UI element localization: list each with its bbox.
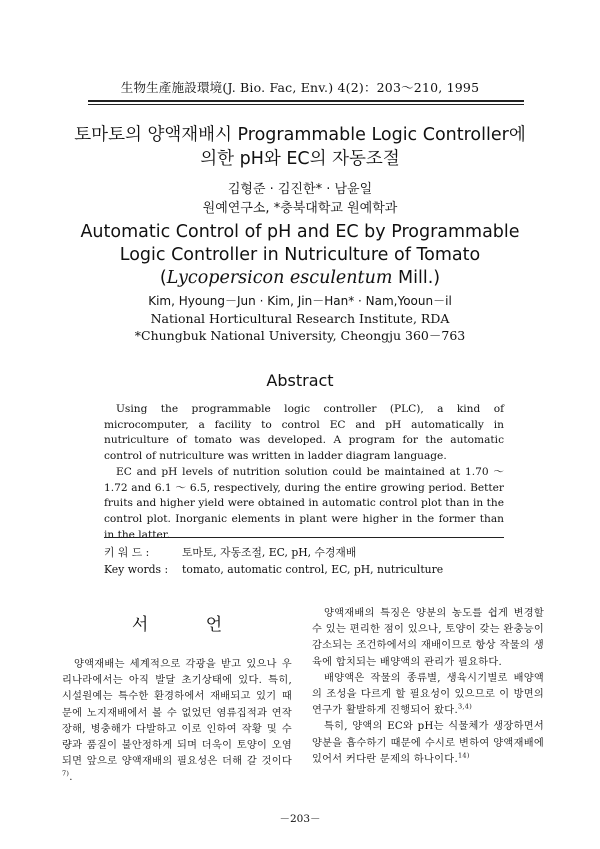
introduction-paragraph-4-text: 특히, 양액의 EC와 pH는 식물체가 생장하면서 양분을 흡수하기 때문에 수시로 변하여 양액재배에 있어서 커다란 문제의 하나이다. <box>312 721 544 765</box>
introduction-paragraph-1-text: 양액재배는 세계적으로 각광을 받고 있으나 우리나라에서는 아직 발달 초기상태에 있다. 특히, 시설원예는 특수한 환경하에서 재배되고 있기 때문에 노지재배에서 볼 수 없었던 염류집적과 연작장해, 병충해가 다발하고 이로 인하여 작황 및 수량과 품질이 불안정하게 되며 더욱이 토양이 오염되면 앞으로 양액재배의 필요성은 더해 갈 것이다 <box>62 659 292 768</box>
left-column <box>62 606 292 787</box>
introduction-paragraph-1 <box>62 657 292 787</box>
korean-author-block <box>0 180 600 218</box>
introduction-heading: 서 언 <box>131 615 249 635</box>
english-authors: Kim, Hyoung－Jun · Kim, Jin－Han* · Nam,Yooun－il <box>148 294 452 308</box>
right-column <box>312 606 544 768</box>
introduction-paragraph-3 <box>312 671 544 720</box>
abstract-paragraph-1: Using the programmable logic controller (PLC), a kind of microcomputer, a facility to control EC and pH automatically in nutriculture of tomato was developed. A program for the automatic control of nutriculture was written in ladder diagram language. <box>104 403 504 463</box>
english-title <box>40 221 560 290</box>
left-column-text <box>62 657 292 787</box>
abstract-heading: Abstract <box>266 371 334 390</box>
citation-ref: 7) <box>62 770 70 779</box>
korean-title-line-2: 의한 pH와 EC의 자동조절 <box>200 149 400 169</box>
introduction-paragraph-3-text: 배양액은 작물의 종류별, 생육시기별로 배양액의 조성을 다르게 할 필요성이 있으므로 이 방면의 연구가 활발하게 진행되어 왔다. <box>312 672 544 717</box>
introduction-paragraph-4 <box>312 719 544 768</box>
species-authority: Mill.) <box>392 268 441 288</box>
english-title-line-2: Logic Controller in Nutriculture of Tomato <box>119 245 481 265</box>
korean-keywords <box>104 544 524 561</box>
abstract-body <box>104 402 504 543</box>
abstract-paragraph-2: EC and pH levels of nutrition solution could be maintained at 1.70 ～ 1.72 and 6.1 ～ 6.5, respectively, during the entire growing period. Better fruits and higher yield were obtained in automatic control plot than in the control plot. Inorganic elements in plant were higher in the former than in the latter. <box>104 465 504 541</box>
page-number: －203－ <box>279 813 321 825</box>
sentence-end: . <box>69 772 73 784</box>
right-column-text <box>312 606 544 768</box>
introduction-paragraph-2: 양액재배의 특징은 양분의 농도를 쉽게 변경할 수 있는 편리한 점이 있으나, 토양이 갖는 완충능이 감소되는 조건하에서의 재배이므로 항상 작물의 생육에 합치되는 배양액의 관리가 필요하다. <box>312 608 544 668</box>
korean-title <box>60 123 540 171</box>
english-title-line-3 <box>40 267 560 290</box>
journal-header: 生物生產施設環境(J. Bio. Fac, Env.) 4(2)：203～210, 1995 <box>120 80 480 95</box>
english-keywords-label: Key words : <box>104 563 169 576</box>
keywords-rule <box>104 537 504 538</box>
english-keywords <box>104 561 524 578</box>
korean-affiliation: 원예연구소, *충북대학교 원예학과 <box>202 201 398 216</box>
english-author-block <box>0 293 600 344</box>
english-title-line-1: Automatic Control of pH and EC by Programmable <box>80 222 520 242</box>
header-rule-thick <box>88 100 524 102</box>
korean-keywords-label: 키 워 드 : <box>104 546 150 559</box>
korean-authors: 김형준 · 김진한* · 남윤일 <box>227 182 373 197</box>
english-affiliation-1: National Horticultural Research Institute, RDA <box>150 311 450 326</box>
korean-title-line-1: 토마토의 양액재배시 Programmable Logic Controller에 <box>74 125 526 145</box>
species-name: Lycopersicon esculentum <box>166 268 393 288</box>
keywords-block <box>104 544 524 578</box>
english-keywords-value: tomato, automatic control, EC, pH, nutriculture <box>182 563 444 576</box>
english-affiliation-2: *Chungbuk National University, Cheongju 360－763 <box>134 328 466 343</box>
citation-ref: 14) <box>458 751 470 760</box>
citation-ref: 3,4) <box>458 702 473 711</box>
header-rule-thin <box>88 104 524 105</box>
korean-keywords-value: 토마토, 자동조절, EC, pH, 수경재배 <box>182 546 357 559</box>
species-open-paren: ( <box>159 268 167 288</box>
